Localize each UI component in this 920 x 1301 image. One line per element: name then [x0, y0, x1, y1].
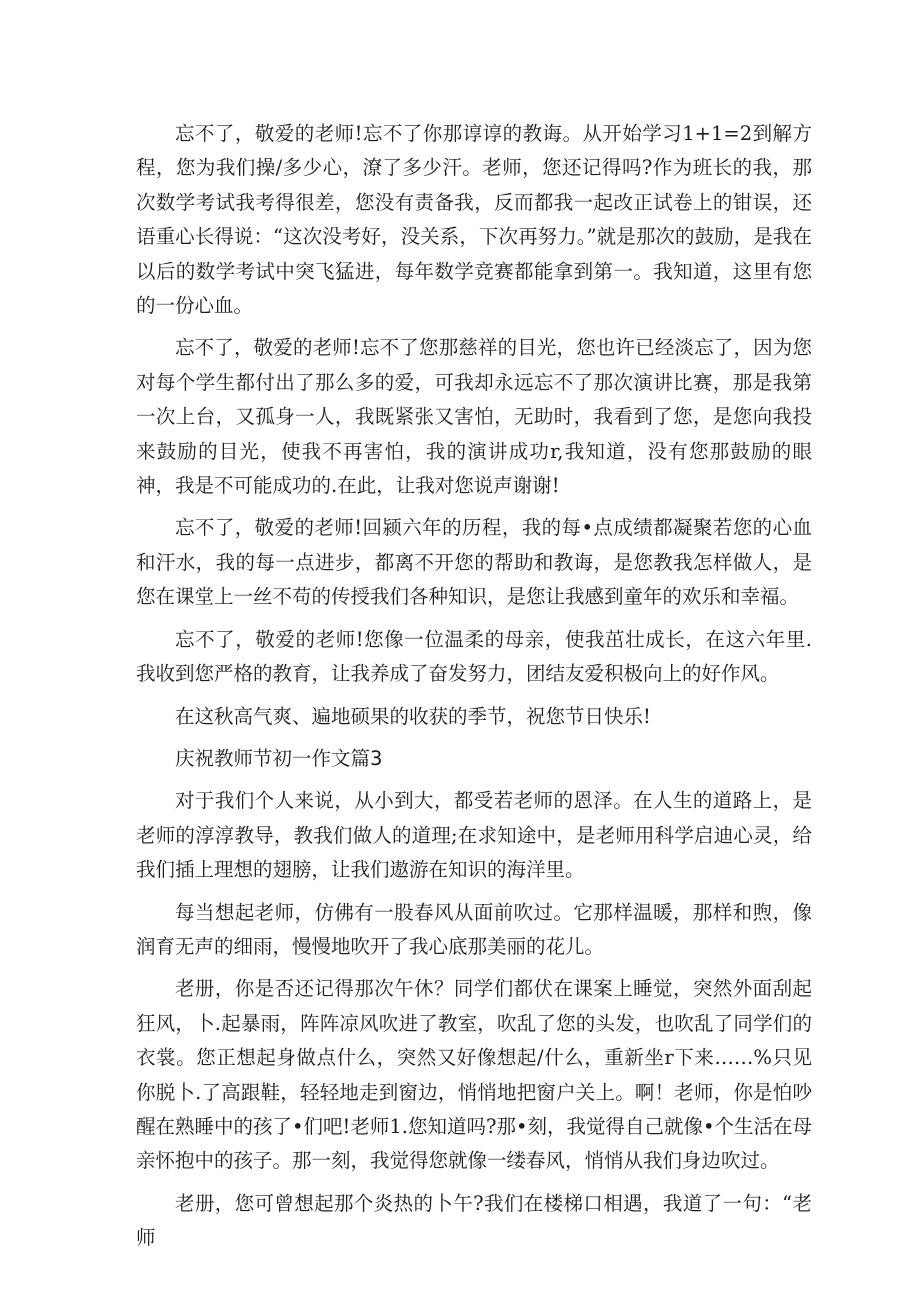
paragraph: 忘不了，敬爱的老师!忘不了你那谆谆的教诲。从开始学习1+1=2到解方程，您为我们操/多少心，潦了多少汗。老师，您还记得吗?作为班长的我，那次数学考试我考得很差，您没有责备我，反而都我一起改正试卷上的钳误，还语重心长得说：“这次没考好，没关系，下次再努力。”就是那次的鼓励，是我在以后的数学考试中突飞猛进，每年数学竞赛都能拿到第一。我知道，这里有您的一份心血。 — [136, 122, 812, 318]
paragraph: 老册，你是否还记得那次午休？同学们都伏在课案上睡觉，突然外面刮起狂风，卜.起暴雨，阵阵凉风吹进了教室，吹乱了您的头发，也吹乱了同学们的衣裳。您正想起身做点什么，突然又好像想起/什么，重新坐r下来……%只见你脱卜.了高跟鞋，轻轻地走到窗边，悄悄地把窗户关上。啊！老师，你是怕吵醒在熟睡中的孩了•们吧!老师1.您知道吗?那•刻，我觉得自己就像•个生活在母亲怀抱中的孩子。那一刻，我觉得您就像一缕春风，悄悄从我们身边吹过。 — [136, 977, 812, 1173]
paragraph: 忘不了，敬爱的老师!忘不了您那慈祥的目光，您也许已经淡忘了，因为您对每个学生都付出了那么多的爱，可我却永远忘不了那次演讲比赛，那是我第一次上台，又孤身一人，我既紧张又害怕，无助时，我看到了您，是您向我投来鼓励的目光，使我不再害怕，我的演讲成功r,我知道，没有您那鼓励的眼神，我是不可能成功的.在此，让我对您说声谢谢! — [136, 336, 812, 498]
paragraph: 忘不了，敬爱的老师!您像一位温柔的母亲，使我茁壮成长，在这六年里.我收到您严格的教育，让我养成了奋发努力，团结友爱积极向上的好作风。 — [136, 627, 812, 686]
paragraph: 在这秋高气爽、遍地硕果的收获的季节，祝您节日快乐! — [175, 704, 651, 728]
paragraph: 对于我们个人来说，从小到大，都受若老师的恩泽。在人生的道路上，是老师的淳淳教导，教我们做人的道理;在求知途中，是老师用科学启迪心灵，给我们插上理想的翅膀，让我们遨游在知识的海洋里。 — [136, 789, 812, 882]
paragraph: 老册，您可曾想起那个炎热的卜午?我们在楼梯口相遇，我道了一句：“老师 — [136, 1191, 812, 1250]
section-heading: 庆祝教师节初一作文篇3 — [175, 746, 383, 770]
document-body — [136, 117, 812, 1264]
paragraph: 忘不了，敬爱的老师!回颍六年的历程，我的每•点成绩都凝聚若您的心血和汗水，我的每一点进步，都离不开您的帮助和教诲，是您教我怎样做人，是您在课堂上一丝不苟的传授我们各种知识，是您让我感到童年的欢乐和幸福。 — [136, 516, 812, 609]
paragraph: 每当想起老师，仿佛有一股春风从面前吹过。它那样温暖，那样和煦，像润育无声的细雨，慢慢地吹开了我心底那美丽的花儿。 — [136, 900, 812, 958]
